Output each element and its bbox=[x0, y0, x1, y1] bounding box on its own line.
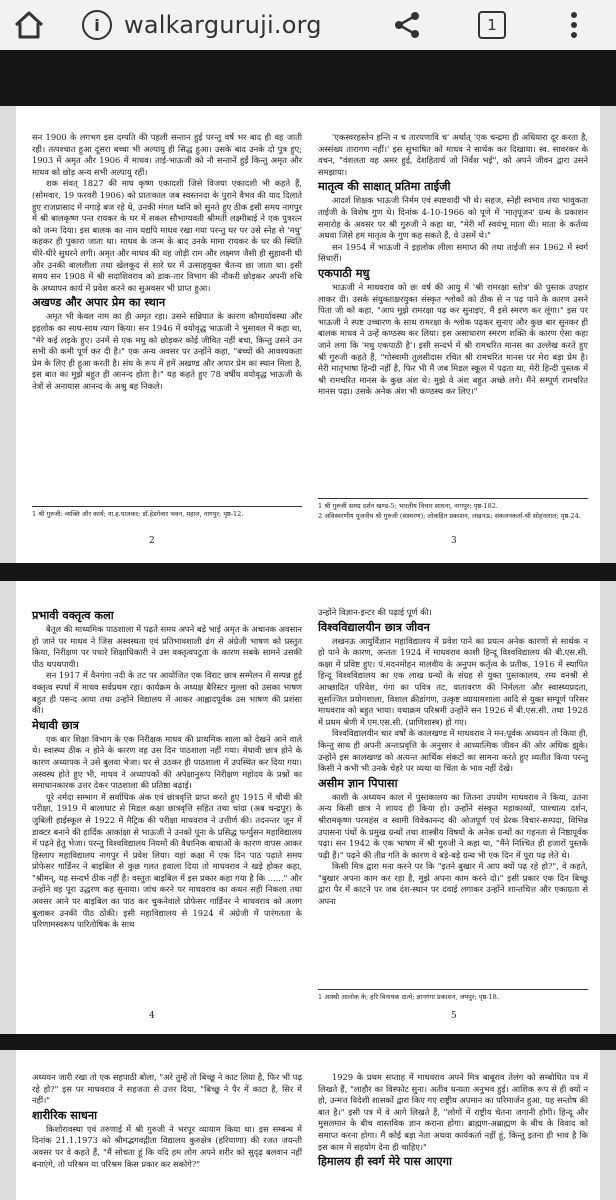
page-number: 2 bbox=[149, 536, 155, 546]
footnote-block bbox=[318, 498, 588, 521]
home-icon[interactable] bbox=[12, 9, 46, 41]
page-number: 5 bbox=[451, 1011, 457, 1021]
share-icon[interactable] bbox=[390, 8, 424, 42]
paragraph: किसी मित्र द्वारा मना करने पर कि "इतने बुखार में आप क्यों पढ़ रहे हो?", वे कहते, "बुखार अपना काम कर रहा है, मुझे अपना काम करने दो।" इसी प्रकार एक दिन बिच्छू द्वारा पैर में काटने पर जब दंश-स्थान पर दवाई लगाकर उन्होंने शान्तचित्त और एकाग्रता से अपना bbox=[318, 861, 588, 907]
section-heading: असीम ज्ञान पिपासा bbox=[318, 776, 398, 790]
paragraph: अध्ययन जारी रखा तो एक सहपाठी बोला, "अरे तुम्हें तो बिच्छू ने काट लिया है, फिर भी पढ़ रहे हो?" इस पर माधवराव ने सहजता से उत्तर दिया, "बिच्छू ने पैर में काटा है, सिर में नहीं।" bbox=[32, 1072, 302, 1106]
page-5 bbox=[318, 607, 588, 908]
paragraph: उन्होंने विज्ञान-इन्टर की पढ़ाई पूर्ण की। bbox=[318, 607, 432, 617]
footnote-block bbox=[318, 989, 588, 1003]
page-number: 3 bbox=[451, 536, 457, 546]
paragraph: सन 1917 में वैनगंगा नदी के तट पर आयोजित एक विराट छात्र सम्मेलन में सम्पन्न हुई वक्तृत्व स्पर्धा में माधव सर्वप्रथम रहा। कार्यक्रम के अध्यक्ष बैरिस्टर मुल्ला को उसका भाषण बहुत ही पसन्द आया तथा उन्होंने विद्यालय में आकर आह्लादपूर्वक उस भाषण की प्रशंसा की। bbox=[32, 670, 302, 716]
paragraph: एक बार शिक्षा विभाग के एक निरीक्षक माधव की प्राथमिक शाला को देखने आने वाले थे। स्वास्थ्य ठीक न होने के कारण वह उस दिन पाठशाला नहीं गया। मेधावी छात्र होने के कारण अध्यापक ने उसे बुलवा भेजा। घर से उठकर ही पाठशाला में उपस्थित कर दिया गया। अस्वस्थ होते हुए भी, माधव ने अध्यापकों की अपेक्षानुरूप निरीक्षण महोदय के प्रश्नों का समाधानकारक उत्तर देकर पाठशाला की प्रतिष्ठा बढ़ाई। bbox=[32, 733, 302, 791]
page-number: 4 bbox=[149, 1011, 155, 1021]
footnote: 1 श्री गुरुजी: व्यक्ति और कार्य; ना.ह.पालकर; डॉ.हेडगेवार भवन, महाल, नागपुर; पृष्ठ-12. bbox=[32, 506, 302, 520]
paragraph: पूरे नर्मदा सम्भाग में सर्वाधिक अंक एवं छात्रवृत्ति प्राप्त करते हुए 1915 में चौथी की परीक्षा, 1919 में बालाघाट से मिडल कक्षा छात्रवृत्ति सहित तथा चांदा (अब चन्द्रपुर) के जुबिली हाईस्कूल से 1922 में मैट्रिक की परीक्षा माधवराव ने उत्तीर्ण की। तदनन्तर जून में डाक्टर बनाने की हार्दिक आकांक्षा से भाऊजी ने उनको पूना के प्रसिद्ध फर्ग्युसन महाविद्यालय में पढ़ने हेतु भेजा। परन्तु विश्वविद्यालय नियमों की वैधानिक बाधाओं के कारण वापस आकर हिस्लाप महाविद्यालय नागपुर में प्रवेश लिया। यहां कक्षा में एक दिन पाठ पढ़ाते समय प्रोफेसर गार्डिनर ने बाइबिल से कुछ गलत हवाला दिया तो माधवराव ने खड़े होकर कहा, "श्रीमन्, यह सन्दर्भ ठीक नहीं है। वस्तुतः बाइबिल में इस प्रकार कहा गया है कि ......" और उन्होंने वह पूरा उद्धरण कह सुनाया। जांच करने पर माधवराव का कथन सही निकला तथा अवसर आने पर बाइबिल का पाठ कर चुकनेवाले प्रोफेसर गार्डिनर ने माधवराव को अलग बुलाकर उनकी पीठ ठोंकी। इसी महाविद्यालय से 1924 में अंग्रेजी में पारंगतता के परिणामस्वरूप पारितोषिक के साथ bbox=[32, 791, 302, 930]
viewer-gap bbox=[0, 1034, 616, 1050]
section-heading: हिमालय ही स्वर्ग मेरे पास आएगा bbox=[318, 1155, 452, 1169]
menu-icon[interactable] bbox=[560, 8, 588, 42]
paragraph: 1929 के प्रथम सप्ताह में माधवराव अपने मित्र बाबूराव तेलंग को सम्बोधित पत्र में लिखते हैं, "लाहौर का विस्फोट सुना। अतीव धन्यता अनुभव हुई। आशिक रूप से ही क्यों न हो, उन्मत्त विदेशी शासकों द्वारा किए गए राष्ट्रीय अपमान का परिमार्जन हुआ, यह सन्तोष की बात है।" इसी पत्र में वे आगे लिखते हैं, "लोगों में राष्ट्रीय चेतना जगानी होगी। हिन्दू और मुसलमान के बीच वास्तविक ज्ञान कराना होगा। ब्राह्मण-अब्राह्मण के बीच के विवाद को समाप्त करना होगा। मैं कोई बड़ा नेता अथवा कार्यकर्ता नहीं हूं, किन्तु इतना ही भाव है कि इस काम में सहयोग देना ही चाहिए।" bbox=[318, 1072, 588, 1152]
section-heading: मातृत्व की साक्षात् प्रतिमा ताईजी bbox=[318, 180, 451, 194]
paragraph: लखनऊ आयुर्विज्ञान महाविद्यालय में प्रवेश पाने का प्रयत्न अनेक कारणों से सार्थक न हो पाने के कारण, अन्ततः 1924 में माधवराव काशी हिन्दू विश्वविद्यालय की बी.एस.सी. कक्षा में प्रविष्ट हुए। पं.मदनमोहन मालवीय के अनुपम कर्तृत्व के प्रतीक, 1916 में स्थापित हिन्दू विश्वविद्यालय का एक लाख ग्रन्थों के संग्रह से युक्त पुस्तकालय, रम्य वनश्री से आच्छादित परिवेश, गंगा का पवित्र तट, वातावरण की निर्मलता और स्वास्थ्यप्रदता, सुसज्जित प्रयोगशाला, विशाल क्रीडांगण, उत्कृष्ट व्यायामशाला आदि से युक्त सम्पूर्ण परिसर माधवराव को बहुत भाया। यथाक्रम परिश्रमी उन्होंने सन 1926 में बी.एस.सी. तथा 1928 में प्रथम श्रेणी में एम.एस.सी. (प्राणिशास्त्र) हो गए। bbox=[318, 635, 588, 727]
footnote-block bbox=[32, 506, 302, 520]
paragraph: काशी के अध्ययन काल में पुस्तकालय का जितना उपयोग माधवराव ने किया, उतना अन्य किसी छात्र ने शायद ही किया हो। उन्होंने संस्कृत महाकाव्यों, पाश्चात्य दर्शन, श्रीरामकृष्ण परमहंस व स्वामी विवेकानन्द की ओजपूर्ण एवं प्रेरक विचार-सम्पदा, विभिन्न उपासना पंथों के प्रमुख ग्रन्थों तथा शास्त्रीय विषयों के अनेक ग्रन्थों का गहनता से निष्ठापूर्वक पढ़ा। सन 1942 के एक भाषण में श्री गुरुजी ने कहा था, "मैंने निश्चित ही हजारों पुस्तकें पढ़ी हैं।" पढ़ने की तीव्र गति के कारण वे बड़े-बड़े ग्रन्थ भी एक दिन में पूरा पढ़ लेते थे। bbox=[318, 791, 588, 860]
footnote: 1 आस्थी आलोक के; हरि विनायक दात्ये; ज्ञानगंगा प्रकाशन, जयपुर; पृष्ठ-18. bbox=[318, 989, 588, 1003]
paragraph: विश्वविद्यालयीन चार वर्षों के कालखण्ड में माधवराव ने मन:पूर्वक अध्ययन तो किया ही, किन्तु साथ ही अपनी अन्तःप्रवृत्ति के अनुसार वे आध्यात्मिक जीवन की ओर अधिक झुके। उन्होंने इस कालखण्ड को अत्यन्त आर्थिक संकटों का सामना करते हुए व्यतीत किया परन्तु किसी ने कभी भी उनके चेहरे पर व्यथा या चिंता के भाव नहीं देखे। bbox=[318, 728, 588, 774]
paragraph: किशोरावस्था एवं तरुणाई में श्री गुरुजी ने भरपूर व्यायाम किया था। इस सम्बन्ध में दिनांक 21.1.1973 को श्रीमद्भगवद्गीता विद्यालय कुरुक्षेत्र (हरियाणा) की रजत जयन्ती अवसर पर वे कहते हैं, "मैं सोचता हूं कि यदि हम लोग अपने शरीर को सुदृढ़ बलवान नहीं बनाएंगे, तो परिश्रम या परिश्रम किस प्रकार कर सकोगे?" bbox=[32, 1123, 302, 1169]
tabs-icon[interactable] bbox=[476, 9, 508, 41]
url-text[interactable]: walkarguruji.org bbox=[124, 11, 322, 39]
paragraph: सन 1954 में भाऊजी ने इहलोक लीला समाप्त की तथा ताईजी सन 1962 में स्वर्ग सिधारीं। bbox=[318, 241, 588, 264]
section-heading: मेधावी छात्र bbox=[32, 718, 79, 732]
section-heading: शारीरिक साधना bbox=[32, 1108, 98, 1122]
footnote: 1 श्री गुरुजी समग्र दर्शन खण्ड-5; भारतीय विचार साधना, नागपुर; पृष्ठ-182. bbox=[318, 498, 588, 512]
paragraph: सन 1900 के लगभग इस दम्पति की पहली सन्तान हुई परन्तु वर्ष भर बाद ही वह जाती रही। तत्पश्चात हुआ दूसरा बच्चा भी अल्पायु ही सिद्ध हुआ। उसके बाद उनके दो पुत्र हुए; 1903 में अमृत और 1906 में माधव। ताई-भाऊजी को नौ सन्तानें हुईं किन्तु अमृत और माधव को छोड़ अन्य सभी अल्पायु रहीं। bbox=[32, 132, 302, 177]
page-3 bbox=[318, 132, 588, 398]
page-2 bbox=[32, 132, 302, 392]
page-7 bbox=[318, 1072, 588, 1170]
viewer-background bbox=[0, 50, 616, 106]
pdf-spread-3 bbox=[16, 1050, 600, 1200]
section-heading: विश्वविद्यालयीन छात्र जीवन bbox=[318, 620, 430, 634]
page-6 bbox=[32, 1072, 302, 1170]
tab-count[interactable]: 1 bbox=[478, 11, 506, 39]
paragraph: बैतूल की माध्यमिक पाठशाला में पढ़ते समय अपने बड़े भाई अमृत के अचानक अवसान हो जाने पर माधव ने जिस अस्वस्थता एवं प्रतिभावशाली ढंग से अंग्रेजी भाषण को प्रस्तुत किया, निरीक्षण पर पधारे शिक्षाधिकारी ने उस वक्तृत्वपटुता के कारण सबके सामने उसकी पीठ थपथपायी। bbox=[32, 624, 302, 669]
paragraph: आदर्श शिक्षक भाऊजी निर्मम एवं स्पष्टवादी भी थे। सहज, स्नेही स्वभाव तथा भावुकता ताईजी के विशेष गुण थे। दिनांक 4-10-1966 को पूणे में 'मातृपूजन' ग्रन्थ के प्रकाशन समारोह के अवसर पर श्री गुरुजी ने कहा था, "मेरी माँ स्वयंभू माता थी। माता के कर्तव्य अथवा जिसे हम मातृत्व के गुण कह सकते हैं, वे उसमें थे।" bbox=[318, 195, 588, 241]
browser-toolbar bbox=[0, 0, 616, 51]
paragraph: भाऊजी ने माधवराव को छः वर्ष की आयु में 'श्री रामरक्षा स्तोत्र' की पुस्तक उपहार लाकर दी। उसके संयुक्ताक्षरयुक्त संस्कृत श्लोकों को ठीक से न पढ़ पाने के कारण उसने पिता जी को कहा, "आप मुझे रामरक्षा पढ़ कर सुनाइए, मैं इसे स्मरण कर लूंगा।" इस पर भाऊजी ने स्पष्ट उच्चारण के साथ रामरक्षा के श्लोक पढ़कर सुनाए और कुछ बार सुनकर ही बालक माधव ने उन्हें कण्ठस्थ कर लिया। इस असाधारण स्मरण शक्ति के कारण ऐसा कहा जाने लगा कि 'मधु एकपाठी है'। इसी सन्दर्भ में श्री रामचरित मानस का उल्लेख करते हुए श्री गुरुजी कहते हैं, "गोस्वामी तुलसीदास रचित श्री रामचरित मानस पर मेरा बड़ा प्रेम है। मेरी मातृभाषा हिन्दी नहीं है, फिर भी मैं जब मिडल स्कूल में पढ़ता था, मेरी हिन्दी पुस्तक में श्री रामचरित मानस के कुछ अंश थे। मुझे वे अंश बहुत अच्छे लगे। मैंने सम्पूर्ण रामचरित मानस पढ़ा। उसके अनेक अंश भी कण्ठस्थ कर लिए।" bbox=[318, 281, 588, 397]
section-heading: अखण्ड और अपार प्रेम का स्थान bbox=[32, 296, 166, 310]
page-4 bbox=[32, 607, 302, 931]
pdf-spread-1 bbox=[16, 106, 600, 563]
section-heading: एकपाठी मधु bbox=[318, 266, 370, 280]
paragraph: 'एकस्वरहस्तेन हन्ति न च तारयणावि च' अर्थात् 'एक चन्द्रमा ही अधियारा दूर करता है, अस्संख्य तारागण नहीं।' इस सुभाषित को माधव ने सार्थक कर दिखाया। स्व. सावरकर के वचन, "वंशलता वह अमर हुई, देशहितार्थ जो निर्वंश भई", को अपने जीवन द्वारा उसने समझाया। bbox=[318, 132, 588, 177]
info-icon[interactable]: i bbox=[82, 10, 112, 40]
address-bar[interactable] bbox=[82, 6, 382, 44]
paragraph: अमृत भी केवल नाम का ही अमृत रहा। उसने सन्निपात के कारण कौमार्यावस्था और इहलोक का साथ-साथ त्याग किया। सन 1946 में वयोवृद्ध भाऊजी ने भुसावल में कहा था, "मेरे कई लड़के हुए। उनमें से एक मधु को छोड़कर कोई जीवित नहीं बचा, किन्तु उसने उन सभी की कमी पूर्ण कर दी है।" एक अन्य अवसर पर उन्होंने कहा, "बच्चों की आवश्यकता प्रेम के लिए ही हुआ करती है। संघ के रूप में हमें अखण्ड और अपार प्रेम का स्थान मिला है, इस बात का मुझे बहुत ही आनन्द होता है।" यह कहते हुए 78 वर्षीय वयोवृद्ध भाऊजी के नेत्रों से अनायास आनन्द के अश्रु बह निकले। bbox=[32, 311, 302, 391]
pdf-spread-2 bbox=[16, 581, 600, 1034]
viewer-gap bbox=[0, 563, 616, 581]
section-heading: प्रभावी वक्तृत्व कला bbox=[32, 609, 114, 622]
footnote: 2 अविस्मरणीय पूजनीय श्री गुरुजी (संस्मरण); लोकहित प्रकाशन, लखनऊ; संकलनकर्ता-श्री सोहनलाल; पृष्ठ-24. bbox=[318, 511, 581, 520]
paragraph: शक संवत् 1827 की माघ कृष्ण एकादशी जिसे विजया एकादशी भी कहते हैं, (सोमवार, 19 फरवरी 1906) को प्रातःकाल जब स्वस्तनदा के पुराने वैभव की याद दिलाते हुए राजप्रासाद में नगाड़े बज रहे थे, उनकी मंगल ध्वनि को सुनते हुए ठीक इसी समय नागपुर में श्री बालकृष्ण पन्त रायकर के घर में सकल सौभाग्यवती श्रीमती लक्ष्मीबाई ने एक पुत्ररत्न को जन्म दिया। इस बालक का नाम यद्यपि माधव रखा गया परन्तु घर पर उसे स्नेह से 'मधु' कहकर ही पुकारा जाता था। माधव के जन्म के बाद उनके मामा रायकर के घर की स्थिति धीरे-धीरे सुधरने लगी। अमृत और माधव की यह जोड़ी राम और लक्ष्मण जैसी ही सुहावनी थी और उनकी बाललीला तथा खेलकूद से सारे घर में उत्साहयुक्त चैतन्य छा जाता था। इसी समय सन 1908 में श्री सदाशिवराव को डाक-तार विभाग की नौकरी छोड़कर अपनी रुचि के अध्यापन कार्य में प्रवेश करने का सुअवसर भी प्राप्त हुआ। bbox=[32, 178, 302, 293]
